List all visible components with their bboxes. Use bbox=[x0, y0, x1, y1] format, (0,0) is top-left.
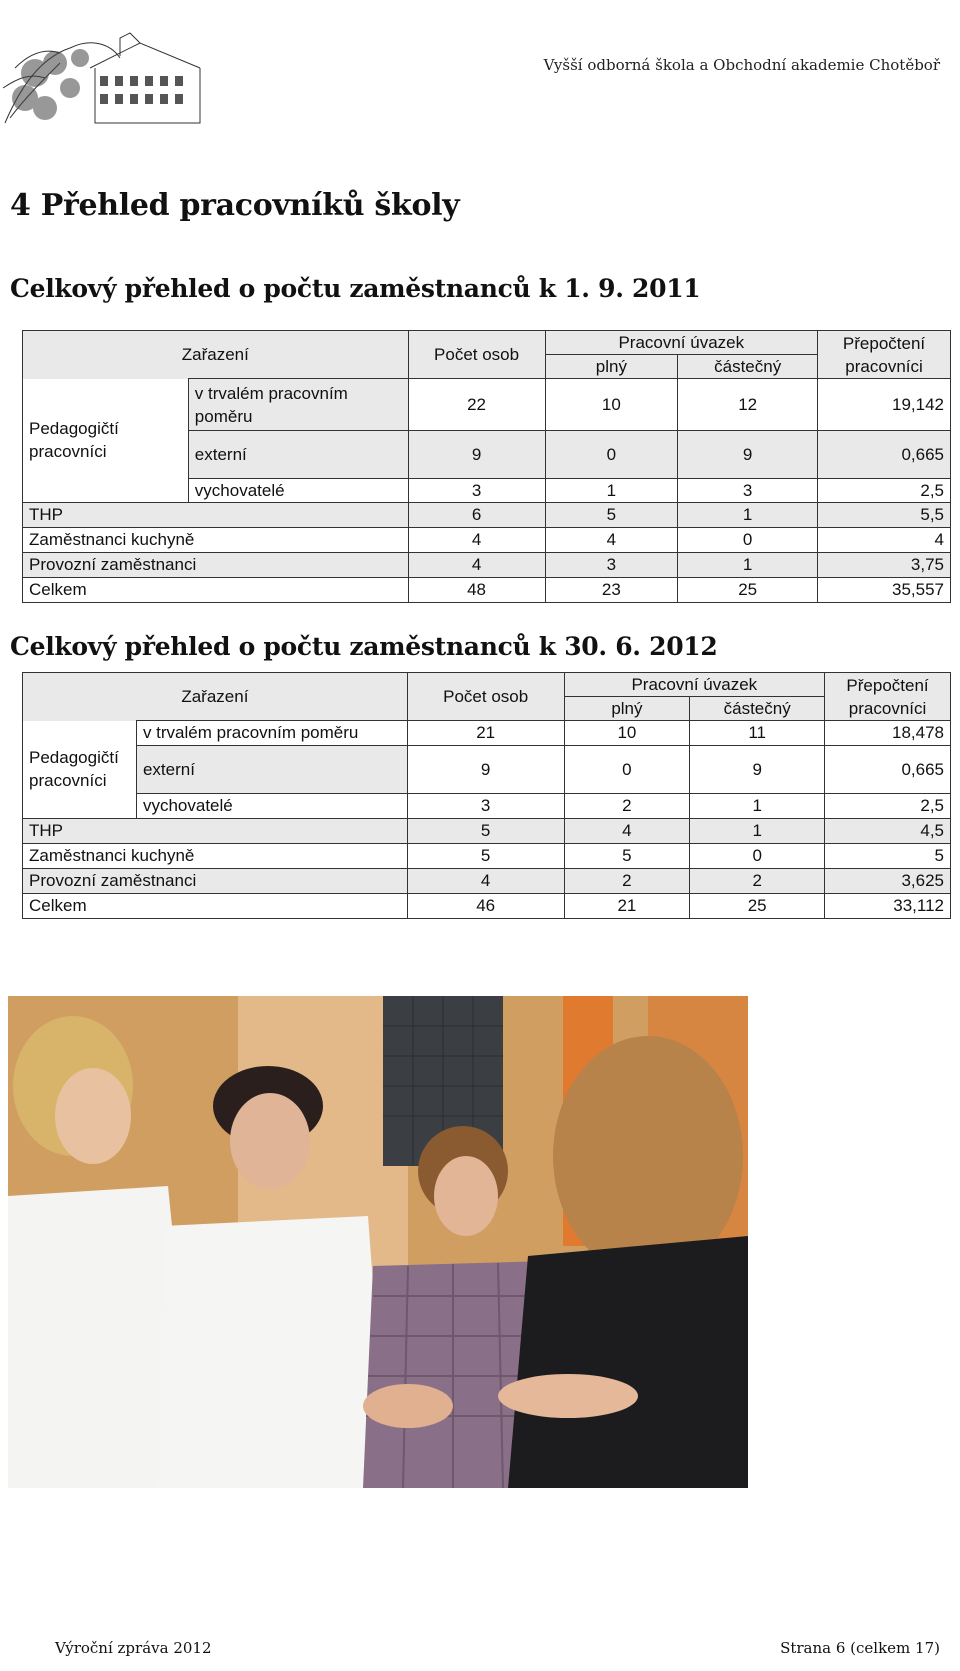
cell-prepocet: 5 bbox=[825, 844, 951, 869]
cell-pocet: 6 bbox=[408, 503, 545, 528]
table2-heading: Celkový přehled o počtu zaměstnanců k 30. 6. 2012 bbox=[10, 632, 718, 661]
cell-castecny: 12 bbox=[678, 379, 818, 431]
footer-page-number: Strana 6 (celkem 17) bbox=[780, 1639, 940, 1657]
school-name: Vyšší odborná škola a Obchodní akademie Chotěboř bbox=[543, 56, 940, 74]
row-label: vychovatelé bbox=[136, 794, 407, 819]
cell-prepocet: 18,478 bbox=[825, 721, 951, 746]
cell-plny: 5 bbox=[564, 844, 690, 869]
cell-prepocet: 4,5 bbox=[825, 819, 951, 844]
cell-plny: 0 bbox=[564, 746, 690, 794]
cell-pocet: 3 bbox=[408, 479, 545, 503]
cell-prepocet: 0,665 bbox=[825, 746, 951, 794]
cell-plny: 23 bbox=[545, 578, 678, 603]
cell-castecny: 0 bbox=[690, 844, 825, 869]
cell-pocet: 9 bbox=[408, 431, 545, 479]
table-row bbox=[23, 869, 951, 894]
cell-prepocet: 5,5 bbox=[818, 503, 951, 528]
cell-plny: 1 bbox=[545, 479, 678, 503]
cell-pocet: 4 bbox=[408, 553, 545, 578]
table-row bbox=[23, 844, 951, 869]
group-label-line2: pracovníci bbox=[29, 771, 107, 791]
cell-prepocet: 0,665 bbox=[818, 431, 951, 479]
row-label: Provozní zaměstnanci bbox=[23, 869, 408, 894]
cell-prepocet: 33,112 bbox=[825, 894, 951, 919]
group-pedagogicti bbox=[23, 721, 137, 819]
cell-prepocet: 2,5 bbox=[825, 794, 951, 819]
cell-plny: 5 bbox=[545, 503, 678, 528]
table1-heading: Celkový přehled o počtu zaměstnanců k 1. 9. 2011 bbox=[10, 274, 701, 303]
staff-table-2011 bbox=[22, 330, 951, 603]
row-label: v trvalém pracovním poměru bbox=[136, 721, 407, 746]
row-label: Provozní zaměstnanci bbox=[23, 553, 409, 578]
col-header-castecny: částečný bbox=[678, 355, 818, 379]
col-header-prepocteni-line2: pracovníci bbox=[848, 698, 927, 718]
cell-plny: 4 bbox=[564, 819, 690, 844]
cell-pocet: 4 bbox=[407, 869, 564, 894]
col-header-prepocteni bbox=[825, 673, 951, 721]
cell-pocet: 21 bbox=[407, 721, 564, 746]
cell-prepocet: 19,142 bbox=[818, 379, 951, 431]
cell-castecny: 25 bbox=[690, 894, 825, 919]
table-row bbox=[23, 819, 951, 844]
col-header-zarazeni: Zařazení bbox=[23, 331, 409, 379]
cell-prepocet: 4 bbox=[818, 528, 951, 553]
cell-plny: 0 bbox=[545, 431, 678, 479]
cell-prepocet: 3,75 bbox=[818, 553, 951, 578]
cell-plny: 2 bbox=[564, 794, 690, 819]
row-label: Zaměstnanci kuchyně bbox=[23, 844, 408, 869]
row-label bbox=[188, 379, 408, 431]
col-header-prepocteni bbox=[818, 331, 951, 379]
col-header-zarazeni: Zařazení bbox=[23, 673, 408, 721]
school-building-logo bbox=[0, 28, 205, 128]
cell-plny: 21 bbox=[564, 894, 690, 919]
table-row-total bbox=[23, 894, 951, 919]
staff-group-photo bbox=[8, 996, 748, 1488]
group-pedagogicti bbox=[23, 379, 189, 503]
cell-pocet: 4 bbox=[408, 528, 545, 553]
cell-pocet: 5 bbox=[407, 844, 564, 869]
col-header-pocet: Počet osob bbox=[408, 331, 545, 379]
cell-castecny: 11 bbox=[690, 721, 825, 746]
cell-castecny: 9 bbox=[678, 431, 818, 479]
row-label: vychovatelé bbox=[188, 479, 408, 503]
cell-pocet: 22 bbox=[408, 379, 545, 431]
group-label-line2: pracovníci bbox=[29, 442, 107, 462]
group-label-line1: Pedagogičtí bbox=[29, 748, 119, 768]
cell-prepocet: 3,625 bbox=[825, 869, 951, 894]
cell-castecny: 1 bbox=[678, 503, 818, 528]
col-header-uvazek: Pracovní úvazek bbox=[545, 331, 818, 355]
col-header-uvazek: Pracovní úvazek bbox=[564, 673, 825, 697]
col-header-plny: plný bbox=[545, 355, 678, 379]
col-header-prepocteni-line1: Přepočtení bbox=[846, 675, 929, 695]
cell-castecny: 1 bbox=[690, 794, 825, 819]
row-label-line1: v trvalém pracovním bbox=[194, 383, 348, 403]
cell-plny: 3 bbox=[545, 553, 678, 578]
col-header-pocet: Počet osob bbox=[407, 673, 564, 721]
cell-plny: 10 bbox=[564, 721, 690, 746]
row-label: THP bbox=[23, 819, 408, 844]
row-label: Celkem bbox=[23, 578, 409, 603]
cell-pocet: 46 bbox=[407, 894, 564, 919]
col-header-castecny: částečný bbox=[690, 697, 825, 721]
row-label: Celkem bbox=[23, 894, 408, 919]
cell-prepocet: 35,557 bbox=[818, 578, 951, 603]
cell-castecny: 3 bbox=[678, 479, 818, 503]
row-label-line2: poměru bbox=[194, 406, 253, 426]
cell-plny: 10 bbox=[545, 379, 678, 431]
col-header-prepocteni-line2: pracovníci bbox=[845, 356, 923, 376]
cell-prepocet: 2,5 bbox=[818, 479, 951, 503]
cell-pocet: 9 bbox=[407, 746, 564, 794]
footer-report-title: Výroční zpráva 2012 bbox=[55, 1639, 212, 1657]
cell-plny: 4 bbox=[545, 528, 678, 553]
row-label: Zaměstnanci kuchyně bbox=[23, 528, 409, 553]
row-label: externí bbox=[188, 431, 408, 479]
table-row bbox=[23, 503, 951, 528]
cell-castecny: 25 bbox=[678, 578, 818, 603]
table-row bbox=[23, 528, 951, 553]
col-header-plny: plný bbox=[564, 697, 690, 721]
cell-pocet: 48 bbox=[408, 578, 545, 603]
cell-castecny: 0 bbox=[678, 528, 818, 553]
cell-castecny: 1 bbox=[690, 819, 825, 844]
col-header-prepocteni-line1: Přepočtení bbox=[842, 333, 926, 353]
page-title: 4 Přehled pracovníků školy bbox=[10, 188, 460, 223]
table-row-total bbox=[23, 578, 951, 603]
cell-castecny: 9 bbox=[690, 746, 825, 794]
row-label: externí bbox=[136, 746, 407, 794]
group-label-line1: Pedagogičtí bbox=[29, 419, 119, 439]
cell-castecny: 1 bbox=[678, 553, 818, 578]
cell-pocet: 3 bbox=[407, 794, 564, 819]
cell-castecny: 2 bbox=[690, 869, 825, 894]
staff-table-2012 bbox=[22, 672, 951, 919]
cell-plny: 2 bbox=[564, 869, 690, 894]
cell-pocet: 5 bbox=[407, 819, 564, 844]
table-row bbox=[23, 553, 951, 578]
row-label: THP bbox=[23, 503, 409, 528]
